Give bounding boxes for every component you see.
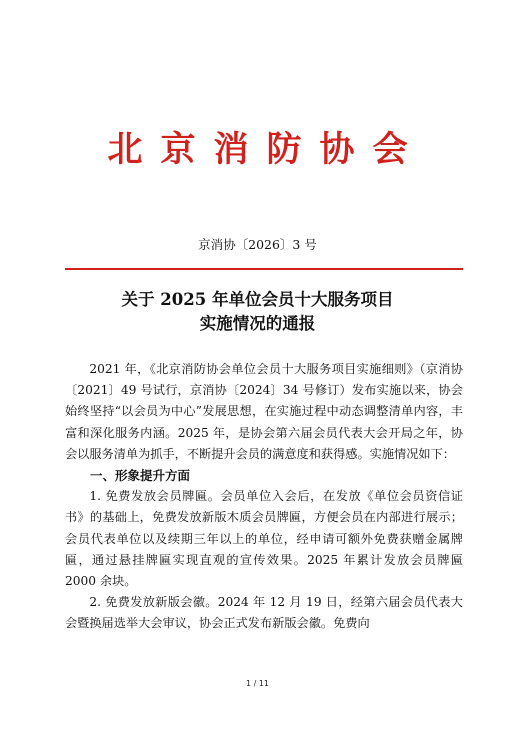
- document-number: 京消协〔2026〕3 号: [198, 237, 317, 252]
- document-title-line1: 关于 2025 年单位会员十大服务项目: [121, 290, 394, 309]
- red-divider-line: [65, 268, 463, 270]
- document-title: [0, 288, 515, 336]
- document-title-line2: 实施情况的通报: [199, 314, 316, 333]
- section-heading: 一、形象提升方面: [90, 468, 191, 484]
- intro-paragraph: 2021 年，《北京消防协会单位会员十大服务项目实施细则》（京消协〔2021〕49 号试行，京消协〔2024〕34 号修订）发布实施以来，协会始终坚持“以会员为中心”发展思想，在实施过程中动态调整清单内容，丰富和深化服务内涵。2025 年，是协会第六届会员代表大会开局之年，协会以服务清单为抓手，不断提升会员的满意度和获得感。实施情况如下：: [65, 362, 463, 461]
- list-item-paragraph: 1. 免费发放会员牌匾。会员单位入会后，在发放《单位会员资信证书》的基础上，免费发放新版木质会员牌匾，方便会员在内部进行展示；会员代表单位以及续期三年以上的单位，经申请可额外免费获赠金属牌匾，通过悬挂牌匾实现直观的宣传效果。2025 年累计发放会员牌匾 2000 余块。: [65, 489, 463, 589]
- document-body: [65, 359, 463, 635]
- page-number: 1 / 11: [245, 679, 270, 688]
- organization-header: 北京消防协会: [107, 129, 426, 170]
- list-item-paragraph: 2. 免费发放新版会徽。2024 年 12 月 19 日，经第六届会员代表大会暨换届选举大会审议，协会正式发布新版会徽。免费向: [65, 595, 463, 631]
